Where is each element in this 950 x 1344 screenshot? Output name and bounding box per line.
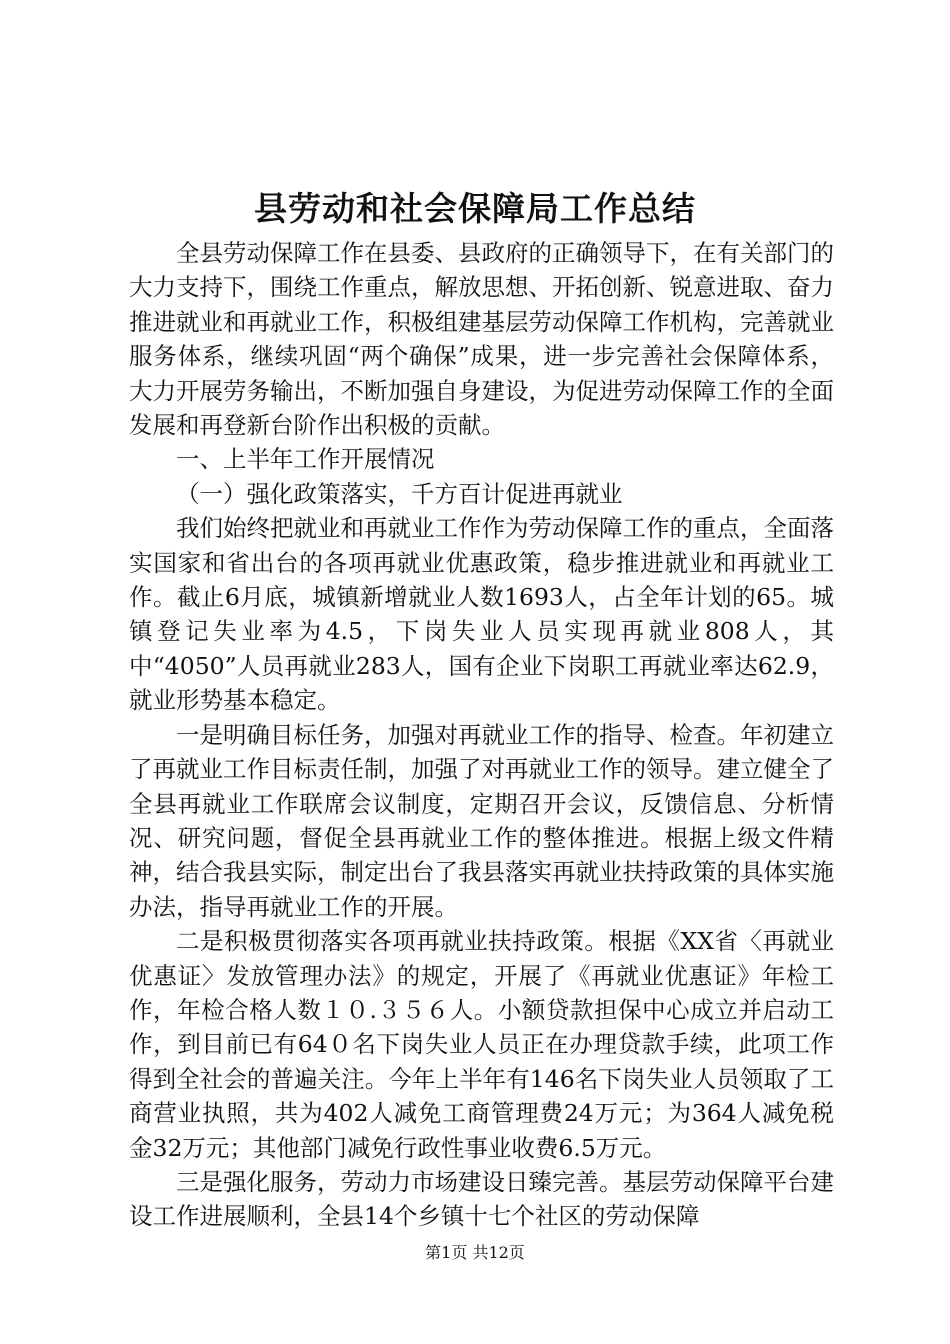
paragraph-point-two: 二是积极贯彻落实各项再就业扶持政策。根据《XX省〈再就业优惠证〉发放管理办法》的规定，开展了《再就业优惠证》年检工作，年检合格人数１０.３５６人。小额贷款担保中心成立并启动工作，到目前已有64０名下岗失业人员正在办理贷款手续，此项工作得到全社会的普遍关注。今年上半年有146名下岗失业人员领取了工商营业执照，共为402人减免工商管理费24万元；为364人减免税金32万元；其他部门减免行政性事业收费6.5万元。 [129,927,834,1162]
paragraph-point-three: 三是强化服务，劳动力市场建设日臻完善。基层劳动保障平台建设工作进展顺利，全县14个乡镇十七个社区的劳动保障 [129,1167,834,1231]
section-heading: 一、上半年工作开展情况 [176,445,435,474]
paragraph-intro: 全县劳动保障工作在县委、县政府的正确领导下，在有关部门的大力支持下，围绕工作重点，解放思想、开拓创新、锐意进取、奋力推进就业和再就业工作，积极组建基层劳动保障工作机构，完善就业服务体系，继续巩固“两个确保”成果，进一步完善社会保障体系，大力开展劳务输出，不断加强自身建设，为促进劳动保障工作的全面发展和再登新台阶作出积极的贡献。 [129,239,834,440]
paragraph-point-one: 一是明确目标任务，加强对再就业工作的指导、检查。年初建立了再就业工作目标责任制，加强了对再就业工作的领导。建立健全了全县再就业工作联席会议制度，定期召开会议，反馈信息、分析情况、研究问题，督促全县再就业工作的整体推进。根据上级文件精神，结合我县实际，制定出台了我县落实再就业扶持政策的具体实施办法，指导再就业工作的开展。 [129,720,834,921]
subsection-heading: （一）强化政策落实，千方百计促进再就业 [176,479,623,508]
paragraph-employment: 我们始终把就业和再就业工作作为劳动保障工作的重点，全面落实国家和省出台的各项再就业优惠政策，稳步推进就业和再就业工作。截止6月底，城镇新增就业人数1693人，占全年计划的65。城镇登记失业率为4.5，下岗失业人员实现再就业808人，其中“4050”人员再就业283人，国有企业下岗职工再就业率达62.9，就业形势基本稳定。 [129,514,834,715]
document-title: 县劳动和社会保障局工作总结 [254,189,696,228]
document-body [129,236,834,1234]
page-number: 第1页 共12页 [425,1243,525,1262]
